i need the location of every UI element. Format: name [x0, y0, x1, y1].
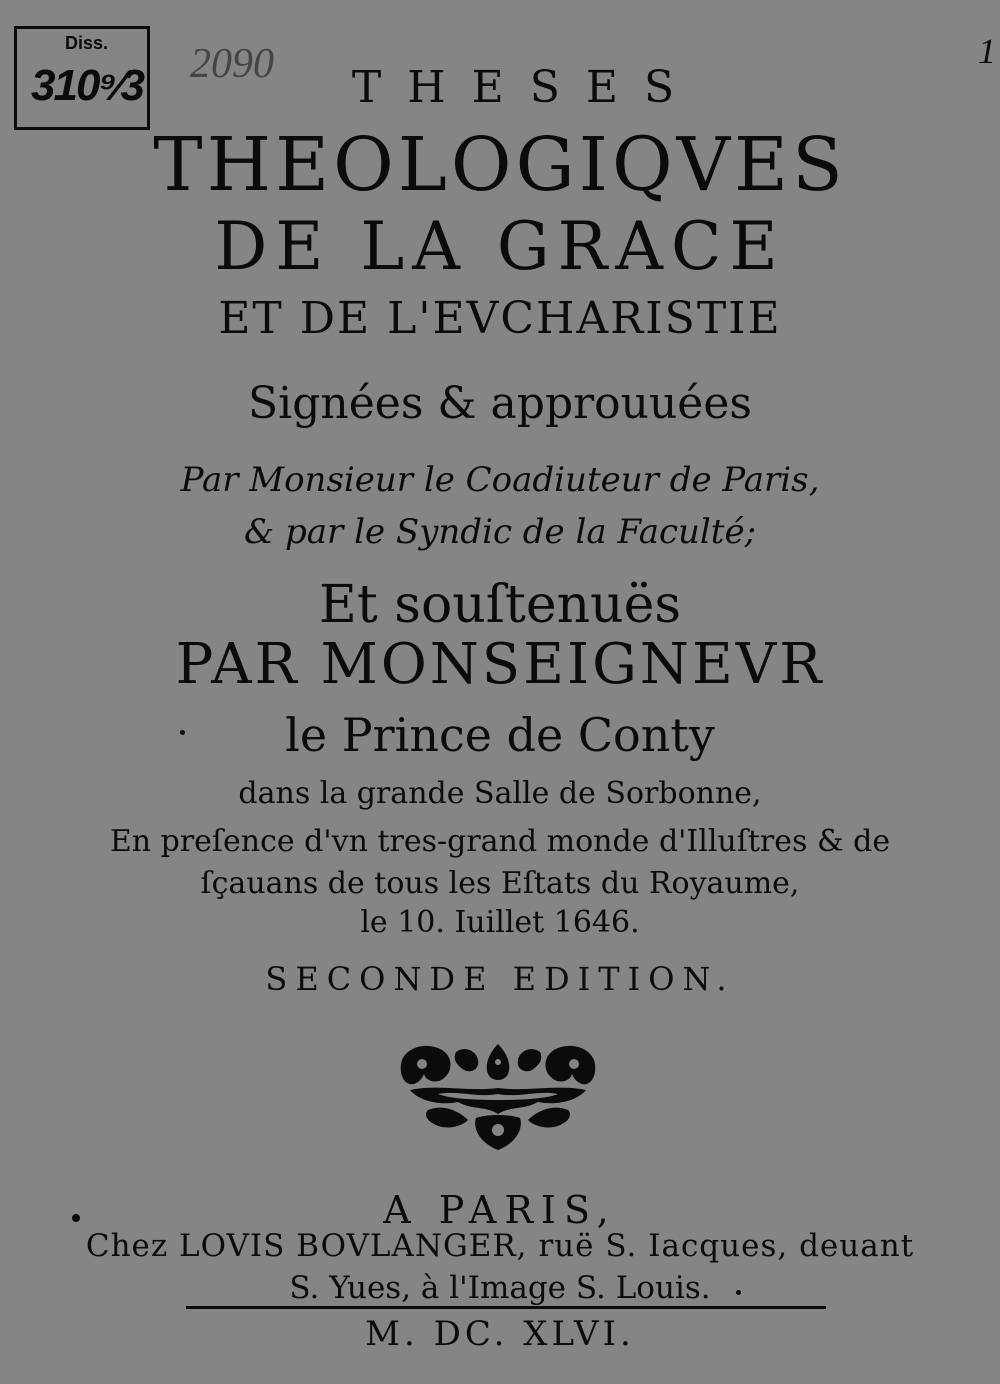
corner-mark: 1 — [978, 31, 996, 71]
imprint-rule — [186, 1306, 826, 1309]
imprint-address: S. Yues, à l'Image S. Louis. — [289, 1270, 711, 1306]
margin-speck — [72, 1214, 80, 1222]
defense-line-1: Et souſtenuës — [318, 575, 682, 635]
margin-speck — [180, 730, 185, 735]
title-line-4: ET DE L'EVCHARISTIE — [218, 293, 782, 344]
title-line-3: DE LA GRACE — [214, 208, 786, 285]
pencil-note: 2090 — [190, 41, 274, 87]
margin-speck — [736, 1290, 741, 1295]
approval-line-2: Par Monsieur le Coadiuteur de Paris, — [180, 460, 820, 500]
approval-line-1: Signées & approuuées — [248, 378, 752, 429]
title-line-2: THEOLOGIQVES — [153, 122, 847, 208]
defense-line-7: le 10. Iuillet 1646. — [360, 905, 640, 940]
defense-line-3: le Prince de Conty — [285, 708, 715, 762]
imprint-city: A PARIS, — [383, 1188, 617, 1232]
printers-ornament — [398, 1040, 598, 1152]
title-line-1: THESES — [351, 62, 701, 113]
edition-line: SECONDE EDITION. — [265, 960, 735, 998]
defense-line-5: En preſence d'vn tres-grand monde d'Illuſtres & de — [109, 824, 891, 859]
stamp-label: Diss. — [65, 33, 109, 53]
approval-line-3: & par le Syndic de la Faculté; — [243, 512, 757, 552]
imprint-year: M. DC. XLVI. — [365, 1314, 635, 1354]
stamp-number: 310⁹⁄3 — [31, 61, 143, 110]
defense-line-6: ſçauans de tous les Eſtats du Royaume, — [200, 866, 800, 901]
defense-line-4: dans la grande Salle de Sorbonne, — [238, 776, 762, 811]
imprint-publisher: Chez LOVIS BOVLANGER, ruë S. Iacques, deuant — [85, 1228, 915, 1264]
defense-line-2: PAR MONSEIGNEVR — [175, 632, 825, 697]
